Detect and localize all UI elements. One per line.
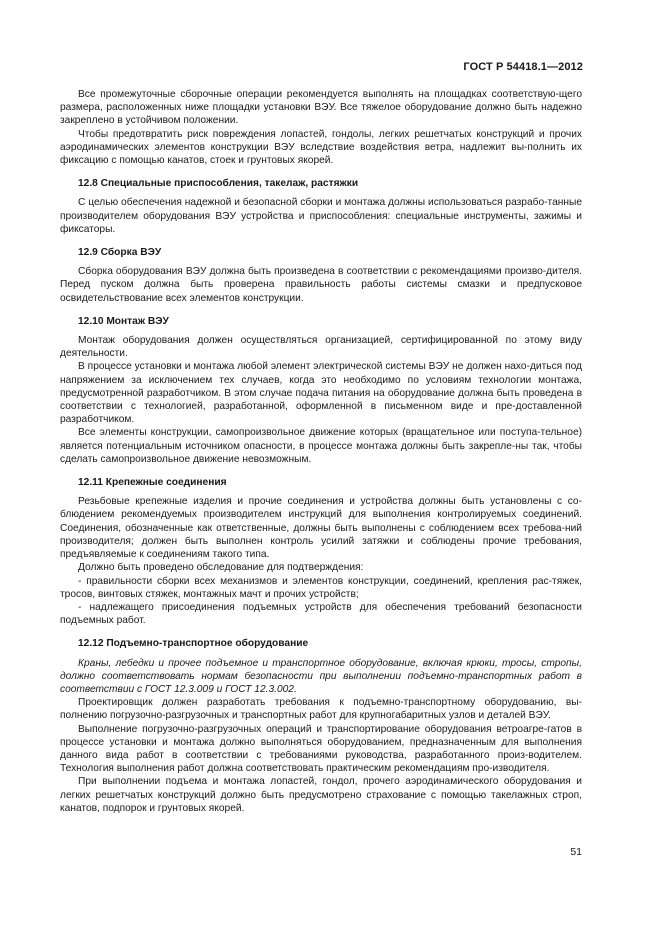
section-heading-12-11: 12.11 Крепежные соединения xyxy=(78,477,227,489)
section-heading-12-9: 12.9 Сборка ВЭУ xyxy=(78,247,162,259)
section-heading-12-12: 12.12 Подъемно-транспортное оборудование xyxy=(78,638,309,650)
paragraph: Должно быть проведено обследование для подтверждения: xyxy=(78,562,364,574)
paragraph: В процессе установки и монтажа любой элемент электрической системы ВЭУ не должен нахо-диться под напряжением за исключением тех случаев, когда это необходимо по условиям технологии монтажа, предусмотренной разработчиком. В этом случае подача питания на оборудование должна быть проведена в соответствии с технологией, разработанной, оформленной в письменном виде и пре-доставленной разработчиком. xyxy=(60,361,582,426)
paragraph: Все элементы конструкции, самопроизвольное движение которых (вращательное или поступа-тельное) является потенциальным источником опасности, в процессе монтажа должны быть закрепле-ны так, чтобы сделать самопроизвольное движение невозможным. xyxy=(60,427,582,465)
paragraph: С целью обеспечения надежной и безопасной сборки и монтажа должны использоваться разрабо-танные производителем оборудования ВЭУ устройства и приспособления: специальные инструменты, зажимы и фиксаторы. xyxy=(60,197,582,235)
paragraph: Сборка оборудования ВЭУ должна быть произведена в соответствии с рекомендациями произво-дителя. Перед пуском должна быть проверена правильность работы системы смазки и предпусковое освидетельствование всех элементов конструкции. xyxy=(60,266,582,304)
paragraph: При выполнении подъема и монтажа лопастей, гондол, прочего аэродинамического оборудования и легких решетчатых конструкций должно быть предусмотрено страхование с помощью такелажных строп, канатов, подпорок и грунтовых якорей. xyxy=(60,776,582,814)
paragraph: Все промежуточные сборочные операции рекомендуется выполнять на площадках соответствую-щего размера, расположенных ниже площадки установки ВЭУ. Все тяжелое оборудование должно быть надежно закреплено в устойчивом положении. xyxy=(60,89,582,127)
document-body xyxy=(60,88,582,815)
section-heading-12-8: 12.8 Специальные приспособления, такелаж, растяжки xyxy=(78,178,359,190)
paragraph: Резьбовые крепежные изделия и прочие соединения и устройства должны быть установлены с со-блюдением рекомендуемых производителем инструкций для выполнения контролируемых соединений. Соединения, обозначенные как ответственные, должны быть выполнены с соблюдением всех требова-ний производителя; должен быть выполнен контроль усилий затяжки и соблюдены прочие требования, предъявляемые к соединениям такого типа. xyxy=(60,496,582,561)
section-heading-12-10: 12.10 Монтаж ВЭУ xyxy=(78,315,169,327)
paragraph: Выполнение погрузочно-разгрузочных операций и транспортирование оборудования ветроагре-гатов в процессе установки и монтажа должно выполняться оборудованием, предназначенным для выполнения данного вида работ в соответствии с требованиями руководства, разработанного произ-водителем. Технология выполнения работ должна соответствовать практическим рекомендациям про-изводителя. xyxy=(60,723,582,775)
page-number: 51 xyxy=(570,846,582,858)
list-item: - правильности сборки всех механизмов и элементов конструкции, соединений, крепления рас-тяжек, тросов, винтовых стяжек, монтажных мачт и прочих устройств; xyxy=(60,575,582,600)
paragraph: Чтобы предотвратить риск повреждения лопастей, гондолы, легких решетчатых конструкций и прочих аэродинамических элементов конструкции ВЭУ вследствие воздействия ветра, надлежит вы-полнить их фиксацию с помощью канатов, стоек и грунтовых якорей. xyxy=(60,128,582,167)
list-item: - надлежащего присоединения подъемных устройств для обеспечения требований безопасности подъемных работ. xyxy=(60,601,582,627)
paragraph: Проектировщик должен разработать требования к подъемно-транспортному оборудованию, вы-полнению погрузочно-разгрузочных и транспортных работ для крупногабаритных узлов и деталей ВЭУ. xyxy=(60,697,582,722)
paragraph: Краны, лебедки и прочее подъемное и транспортное оборудование, включая крюки, тросы, стропы, должно соответствовать нормам безопасности при выполнении подъемно-транспортных работ в соответствии с ГОСТ 12.3.009 и ГОСТ 12.3.002. xyxy=(60,657,582,695)
document-header: ГОСТ Р 54418.1—2012 xyxy=(463,61,583,73)
paragraph: Монтаж оборудования должен осуществляться организацией, сертифицированной по этому виду деятельности. xyxy=(60,335,582,360)
